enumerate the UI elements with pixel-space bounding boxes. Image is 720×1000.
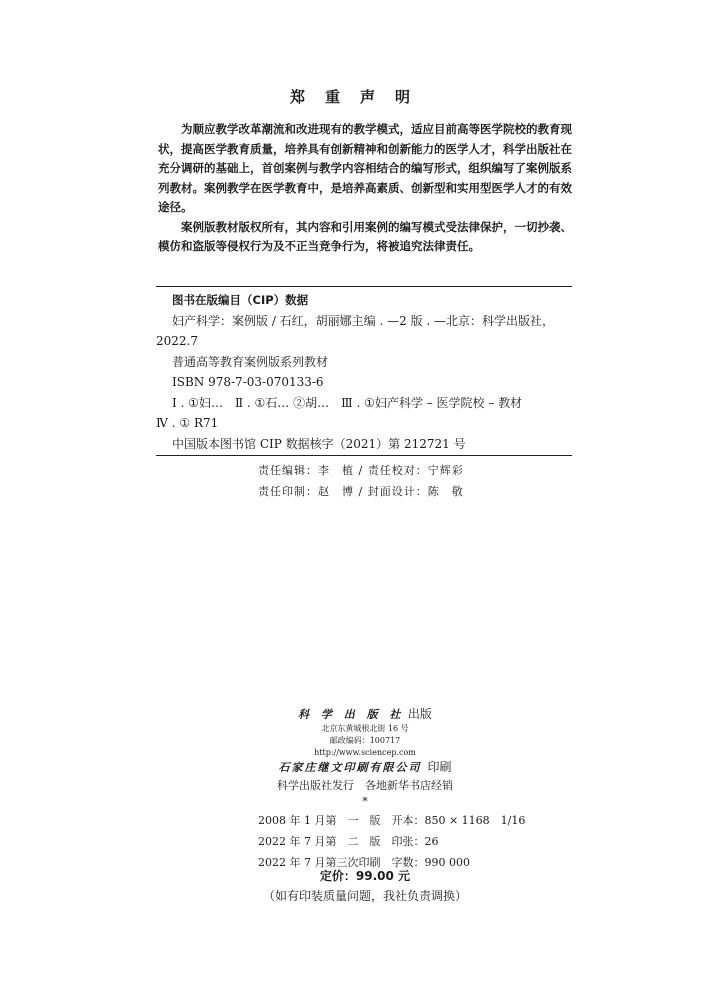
statement-body bbox=[158, 120, 572, 257]
price-label: 定价：99.00 元 bbox=[319, 869, 411, 883]
credits-line-editors: 责任编辑：李 植 / 责任校对：宁辉彩 bbox=[258, 464, 464, 477]
cip-bottom-rule bbox=[156, 455, 572, 456]
publisher-name-suffix: 出版 bbox=[407, 707, 432, 721]
cip-line: Ⅰ . ①妇… Ⅱ . ①石… ②胡… Ⅲ . ①妇产科学 – 医学院校 – 教材 bbox=[172, 395, 523, 410]
publisher-postcode: 邮政编码：100717 bbox=[329, 736, 401, 745]
cip-line: 中国版本图书馆 CIP 数据核字（2021）第 212721 号 bbox=[172, 436, 466, 451]
publisher-block bbox=[210, 706, 520, 810]
cip-heading: 图书在版编目（CIP）数据 bbox=[172, 293, 309, 307]
publisher-address: 北京东黄城根北街 16 号 bbox=[321, 724, 409, 733]
publisher-name: 科 学 出 版 社 bbox=[298, 708, 405, 721]
cip-line: ISBN 978-7-03-070133-6 bbox=[172, 375, 324, 389]
edition-specs bbox=[258, 810, 558, 873]
cip-line: 2022.7 bbox=[156, 334, 198, 348]
cip-line: Ⅳ . ① R71 bbox=[156, 416, 219, 430]
cip-line: 普通高等教育案例版系列教材 bbox=[172, 354, 329, 369]
separator-asterisk: * bbox=[362, 795, 368, 808]
price-note: （如有印装质量问题，我社负责调换） bbox=[262, 889, 467, 903]
price-block bbox=[210, 866, 520, 906]
credits-line-production: 责任印制：赵 博 / 封面设计：陈 敬 bbox=[258, 485, 464, 498]
editorial-credits bbox=[258, 460, 558, 502]
specs-line-second-edition: 2022 年 7 月第 二 版 印张：26 bbox=[258, 835, 439, 848]
cip-top-rule bbox=[156, 286, 572, 287]
statement-paragraph-2: 案例版教材版权所有，其内容和引用案例的编写模式受法律保护，一切抄袭、模仿和盗版等侵权行为及不正当竞争行为，将被追究法律责任。 bbox=[158, 219, 572, 253]
cip-line: 妇产科学：案例版 / 石红，胡丽娜主编 . —2 版 . —北京：科学出版社， bbox=[172, 313, 555, 328]
specs-line-first-edition: 2008 年 1 月第 一 版 开本：850 × 1168 1/16 bbox=[258, 814, 526, 827]
statement-title: 郑重声明 bbox=[289, 88, 430, 106]
cip-block bbox=[156, 290, 572, 454]
specs-line-third-printing: 2022 年 7 月第三次印刷 字数：990 000 bbox=[258, 856, 470, 869]
statement-paragraph-1: 为顺应教学改革潮流和改进现有的教学模式，适应目前高等医学院校的教育现状，提高医学教育质量，培养具有创新精神和创新能力的医学人才，科学出版社在充分调研的基础上，首创案例与教学内容相结合的编写形式，组织编写了案例版系列教材。案例教学在医学教育中，是培养高素质、创新型和实用型医学人才的有效途径。 bbox=[158, 122, 572, 214]
publisher-url: http://www.sciencep.com bbox=[314, 748, 416, 757]
printer-name: 石家庄继文印刷有限公司 bbox=[278, 761, 422, 774]
distribution-line: 科学出版社发行 各地新华书店经销 bbox=[277, 779, 453, 792]
printer-suffix: 印刷 bbox=[427, 760, 452, 774]
